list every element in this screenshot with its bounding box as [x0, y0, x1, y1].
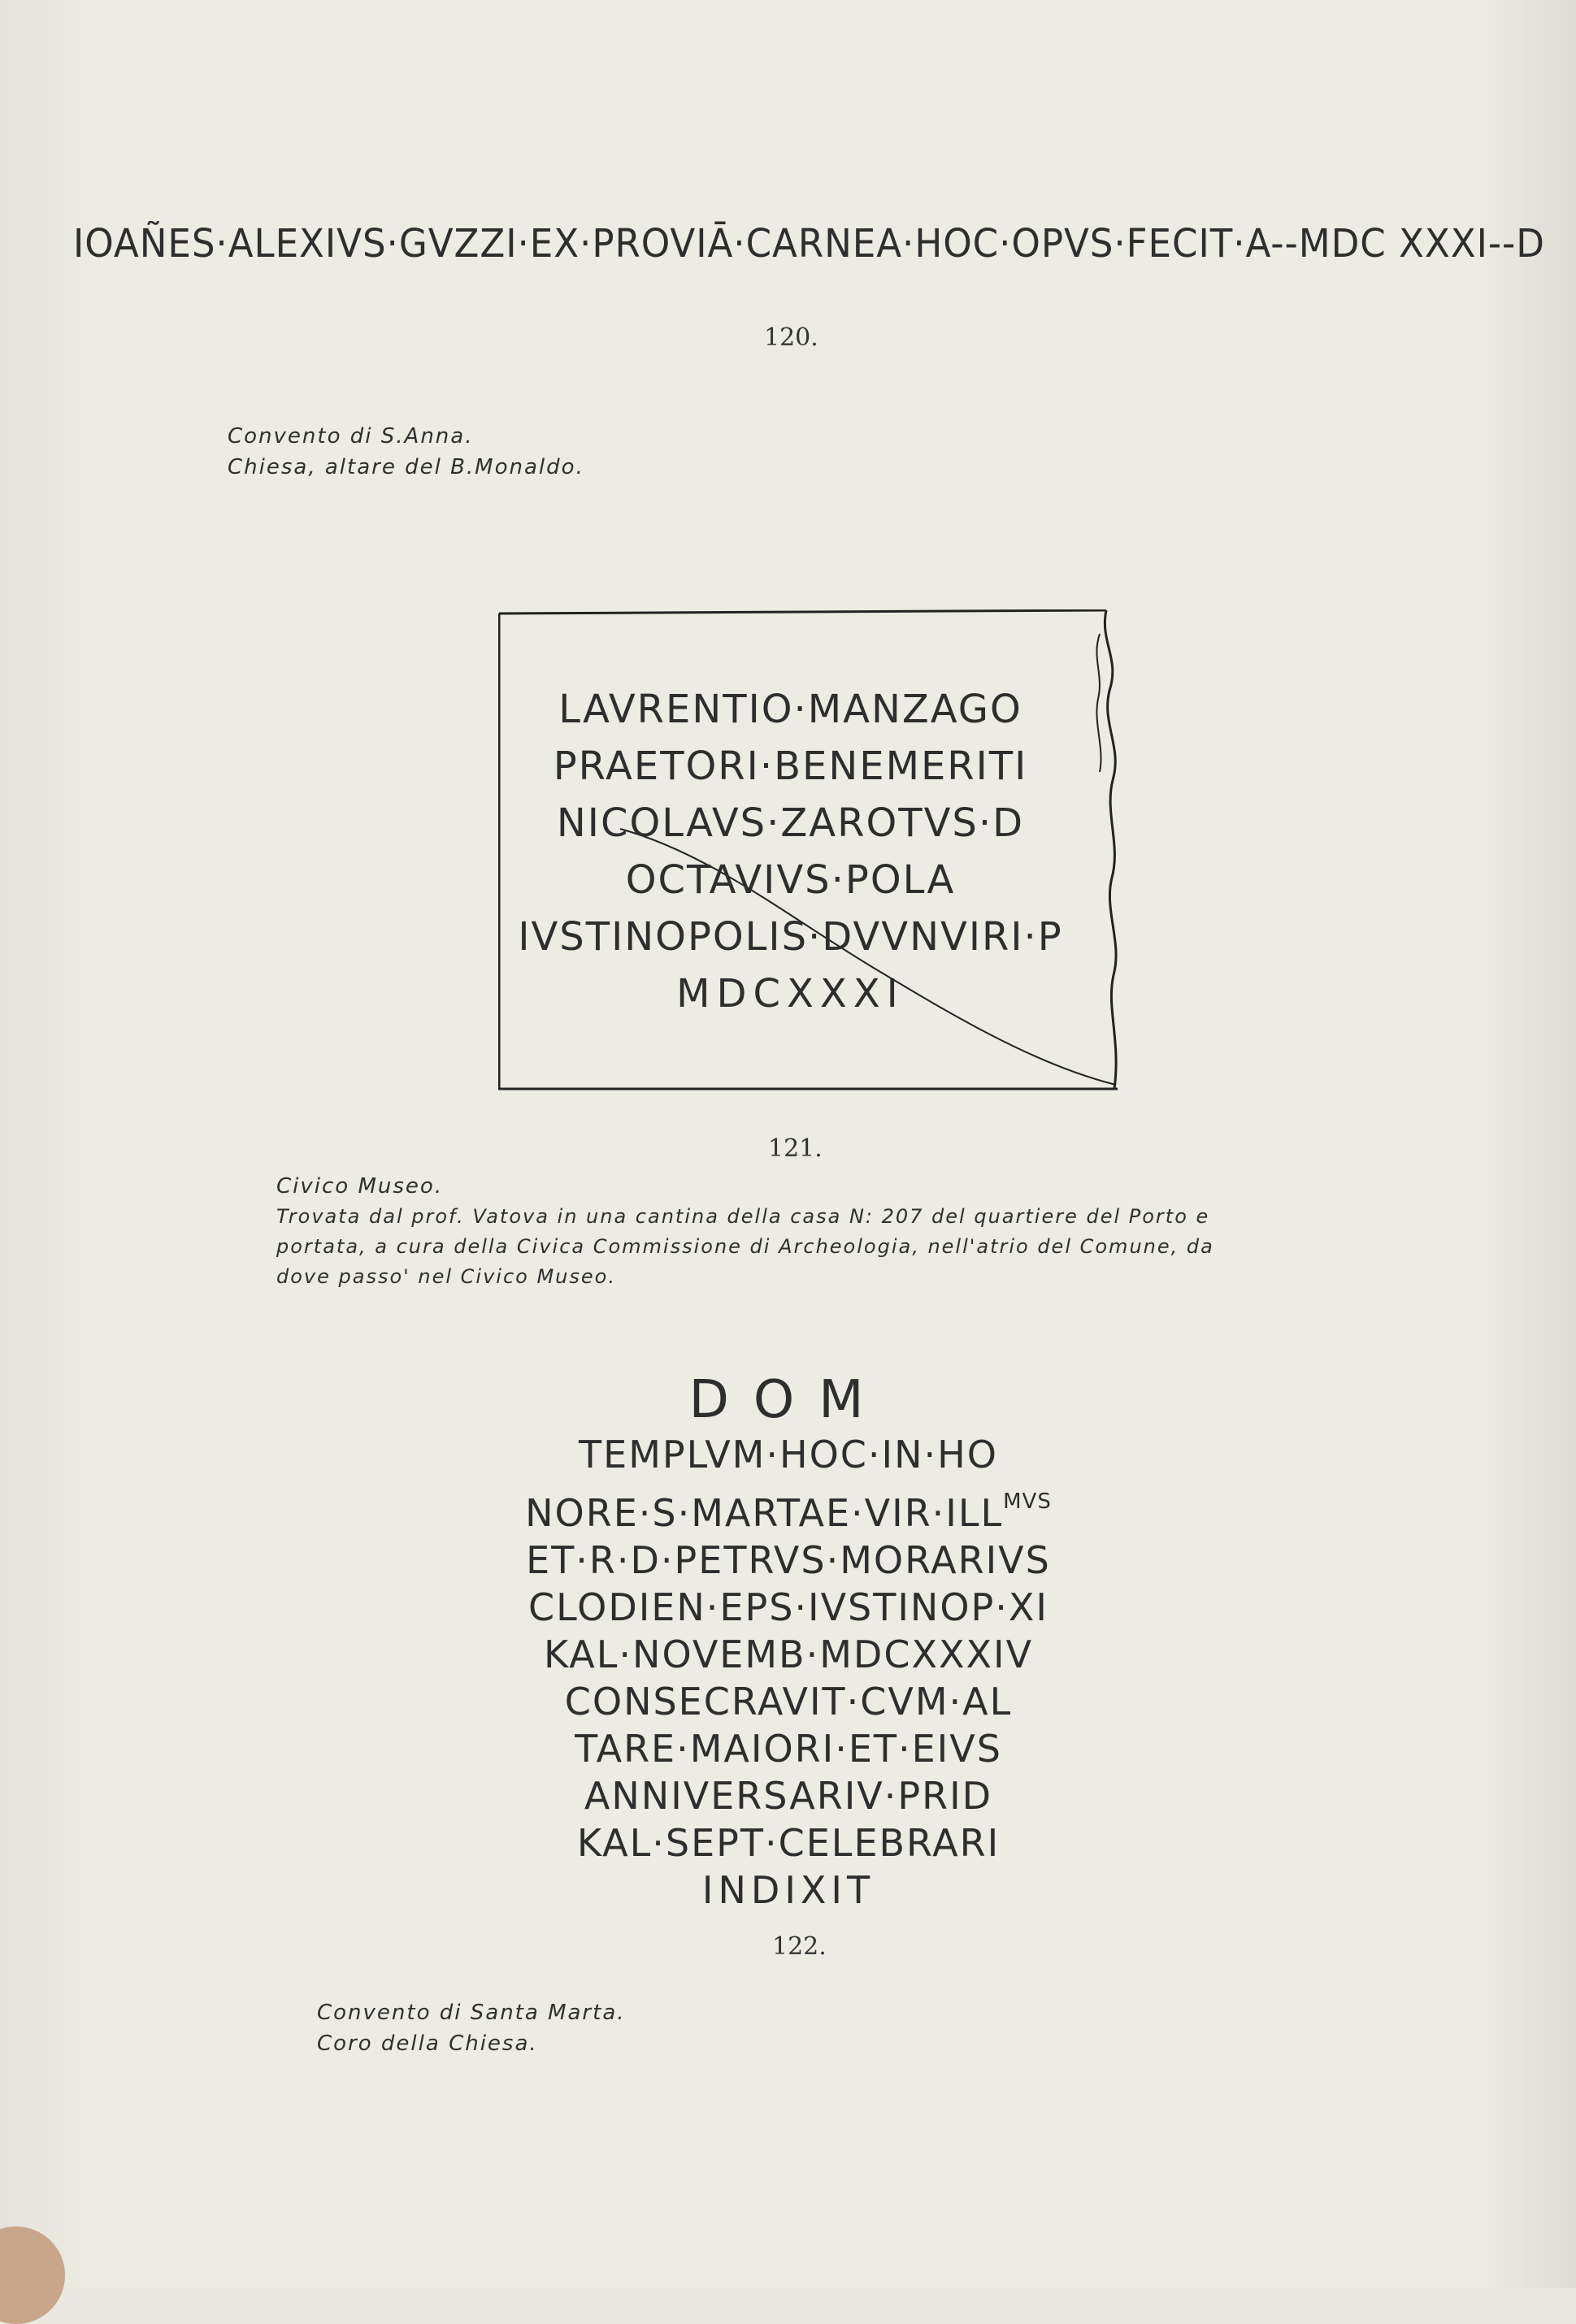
- inscription-line: LAVRENTIO·MANZAGO: [558, 687, 1022, 732]
- inscription-heading: DOM: [688, 1370, 888, 1430]
- inscription-line: IVSTINOPOLIS·DVVNVIRI·P: [518, 914, 1063, 960]
- inscription-line: ANNIVERSARIV·PRID: [584, 1774, 993, 1818]
- inscription-120-location: [228, 421, 584, 483]
- inscription-120-text: IOAÑES·ALEXIVS·GVZZI·EX·PROVIĀ·CARNEA·HOC·OPVS·FECIT·A--MDC XXXI--D: [73, 221, 1545, 267]
- location-line: Chiesa, altare del B.Monaldo.: [228, 455, 584, 479]
- inscription-line: CONSECRAVIT·CVM·AL: [564, 1680, 1013, 1723]
- inscription-120-number: 120.: [764, 323, 818, 352]
- thumb: [0, 2226, 65, 2324]
- inscription-superscript: MVS: [1003, 1489, 1052, 1514]
- location-line: Trovata dal prof. Vatova in una cantina della casa N: 207 del quartiere del Porto e: [276, 1205, 1210, 1228]
- inscription-line: KAL·NOVEMB·MDCXXXIV: [543, 1632, 1034, 1676]
- inscription-line: CLODIEN·EPS·IVSTINOP·XI: [528, 1585, 1048, 1629]
- inscription-line: MDCXXXI: [676, 971, 905, 1017]
- location-line: dove passo' nel Civico Museo.: [276, 1265, 616, 1288]
- location-line: Coro della Chiesa.: [317, 2031, 538, 2056]
- inscription-line-text: NORE·S·MARTAE·VIR·ILL: [525, 1491, 1004, 1535]
- inscription-121-location: [276, 1172, 1398, 1292]
- location-line: Convento di Santa Marta.: [317, 2001, 626, 2025]
- inscription-line: INDIXIT: [701, 1868, 875, 1912]
- location-line: Convento di S.Anna.: [228, 424, 474, 449]
- inscription-122-text: [496, 1369, 1081, 1914]
- inscription-line: ET·R·D·PETRVS·MORARIVS: [526, 1538, 1051, 1582]
- inscription-line: PRAETORI·BENEMERITI: [553, 744, 1028, 789]
- inscription-122-location: [317, 1997, 626, 2059]
- inscription-line: TARE·MAIORI·ET·EIVS: [575, 1727, 1002, 1771]
- inscription-line: TEMPLVM·HOC·IN·HO: [579, 1433, 998, 1476]
- inscription-line: KAL·SEPT·CELEBRARI: [576, 1821, 1001, 1865]
- location-line: Civico Museo.: [276, 1174, 444, 1199]
- inscription-121-number: 121.: [768, 1134, 823, 1163]
- inscription-122-number: 122.: [772, 1932, 827, 1961]
- location-line: portata, a cura della Civica Commissione di Archeologia, nell'atrio del Comune, da: [276, 1235, 1214, 1258]
- inscription-line: [496, 1478, 1081, 1537]
- inscription-121-text: [492, 681, 1089, 1022]
- inscription-line: NICOLAVS·ZAROTVS·D: [556, 800, 1025, 846]
- inscription-line: OCTAVIVS·POLA: [625, 857, 956, 903]
